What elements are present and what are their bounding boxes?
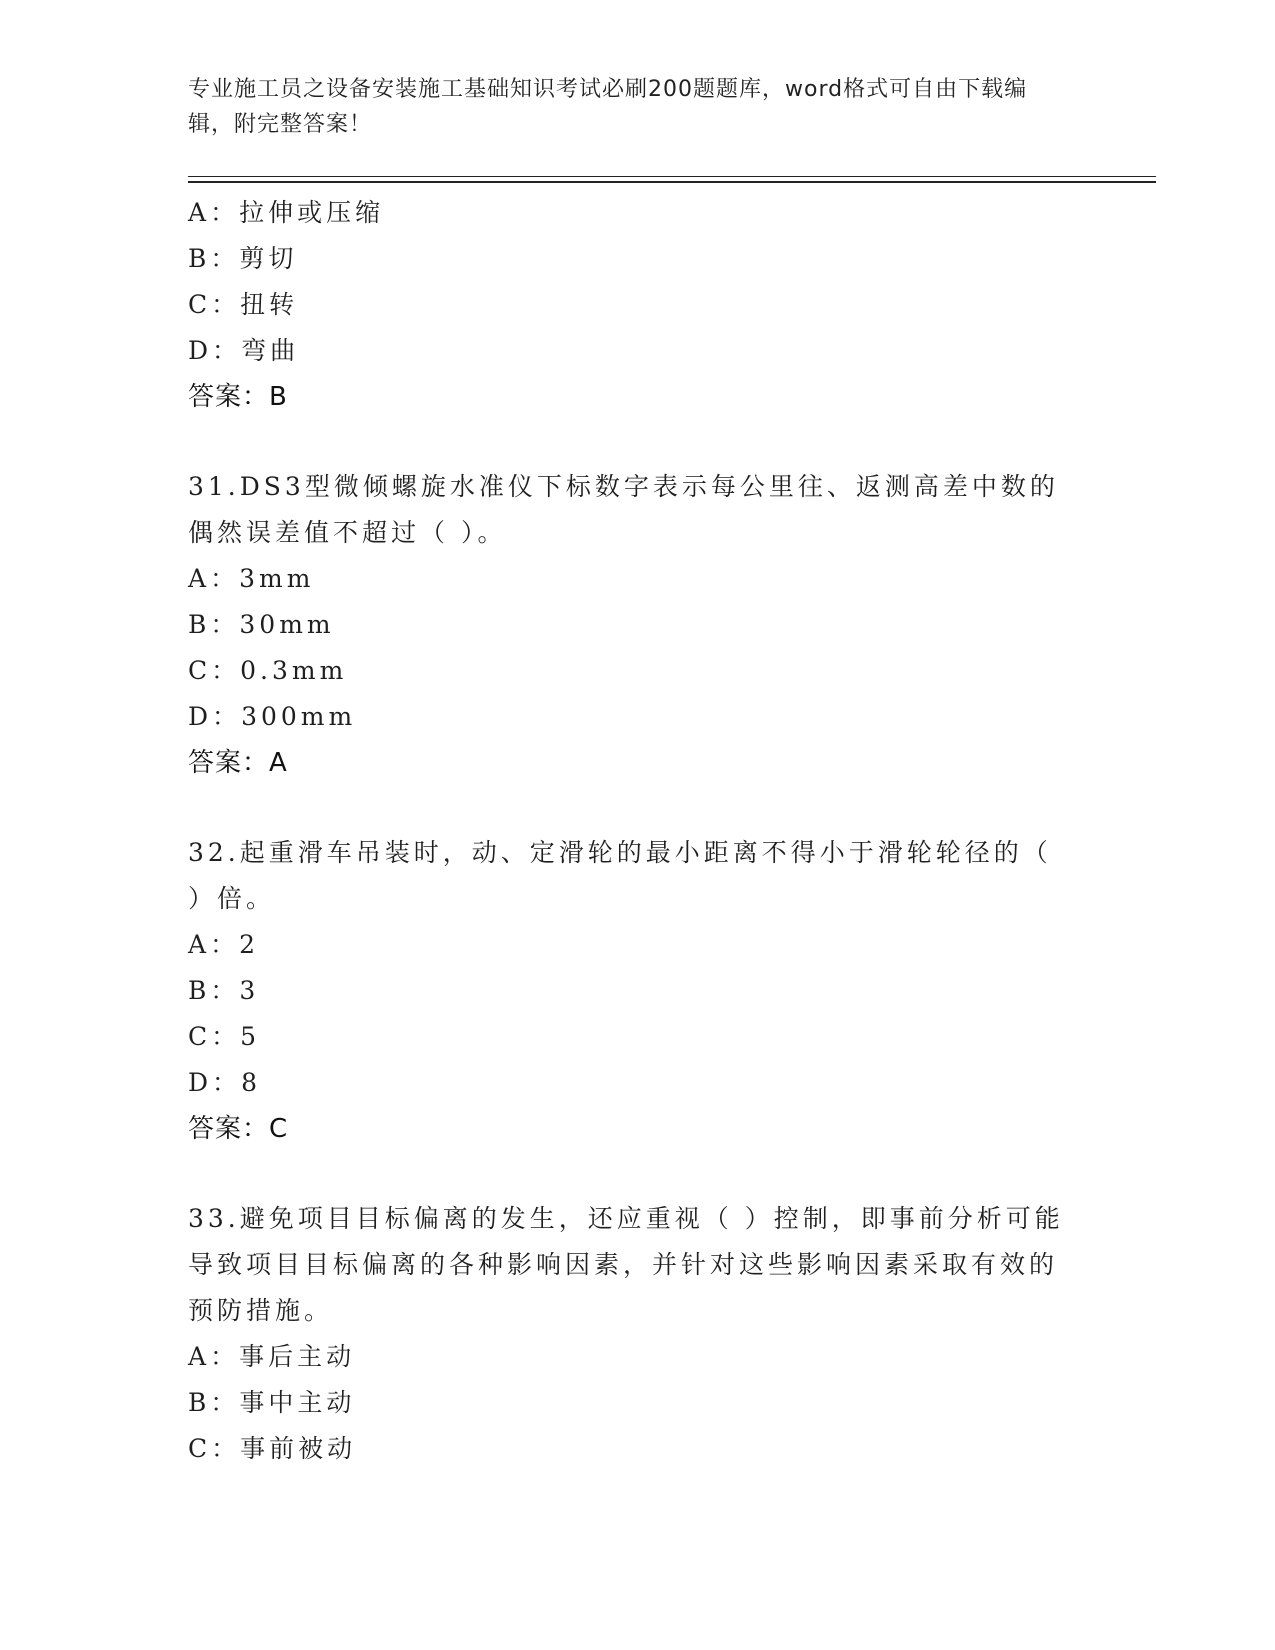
option-a: A：事后主动 xyxy=(188,1342,356,1371)
document-header: 专业施工员之设备安装施工基础知识考试必刷200题题库，word格式可自由下载编辑，附完整答案！ xyxy=(188,77,1028,137)
answer-line: 答案：A xyxy=(188,748,288,778)
option-d: D：弯曲 xyxy=(188,336,300,365)
option-b: B：事中主动 xyxy=(188,1388,356,1417)
option-a: A：2 xyxy=(188,930,259,959)
question-content xyxy=(188,190,1068,1472)
question-32 xyxy=(188,830,1068,1152)
option-c: C：事前被动 xyxy=(188,1434,357,1463)
answer-line: 答案：B xyxy=(188,382,288,412)
question-stem: 33.避免项目目标偏离的发生，还应重视（ ）控制，即事前分析可能导致项目目标偏离的各种影响因素，并针对这些影响因素采取有效的预防措施。 xyxy=(188,1204,1064,1325)
question-31 xyxy=(188,464,1068,786)
option-c: C：扭转 xyxy=(188,290,299,319)
option-d: D：300mm xyxy=(188,702,357,731)
option-d: D：8 xyxy=(188,1068,261,1097)
question-33 xyxy=(188,1196,1068,1472)
question-stem: 32.起重滑车吊装时，动、定滑轮的最小距离不得小于滑轮轮径的（ ）倍。 xyxy=(188,838,1052,913)
option-c: C：5 xyxy=(188,1022,261,1051)
option-a: A：拉伸或压缩 xyxy=(188,198,385,227)
answer-line: 答案：C xyxy=(188,1114,289,1144)
question-stem: 31.DS3型微倾螺旋水准仪下标数字表示每公里往、返测高差中数的偶然误差值不超过（ ）。 xyxy=(188,472,1059,547)
header-rule-thin xyxy=(188,176,1156,177)
option-b: B：3 xyxy=(188,976,260,1005)
option-b: B：剪切 xyxy=(188,244,298,273)
option-c: C：0.3mm xyxy=(188,656,348,685)
header-rule-thick xyxy=(188,181,1156,183)
option-a: A：3mm xyxy=(188,564,315,593)
prev-question xyxy=(188,190,1068,420)
option-b: B：30mm xyxy=(188,610,335,639)
